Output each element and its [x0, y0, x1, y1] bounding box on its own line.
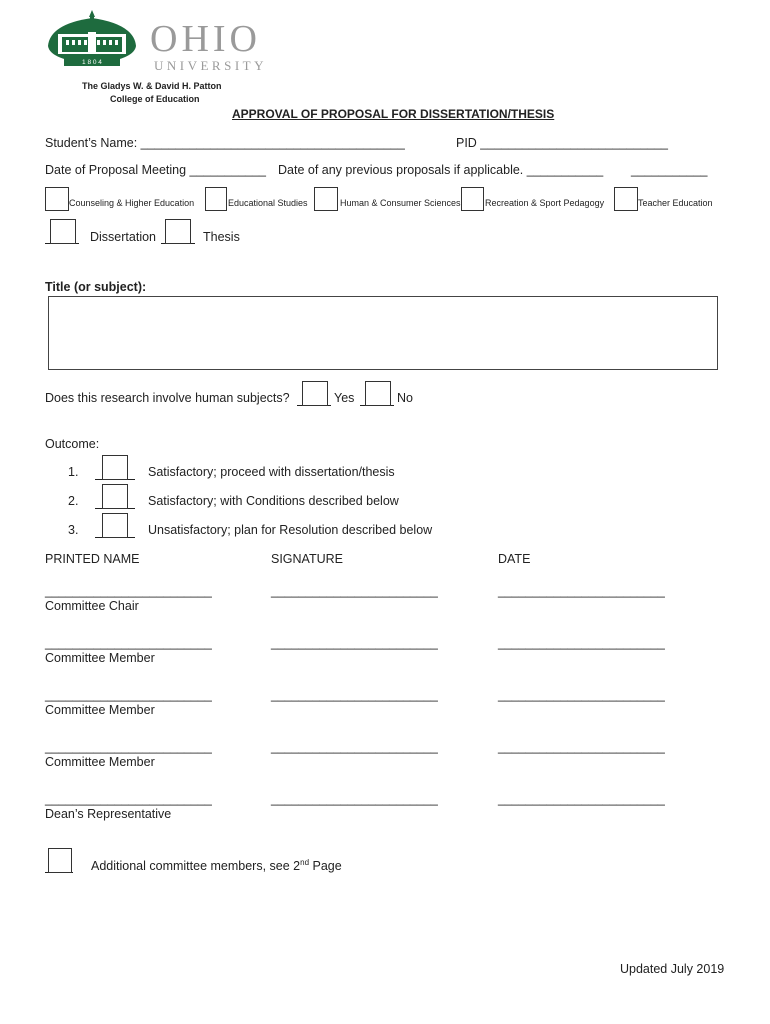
pid-field[interactable]: PID ___________________________	[456, 136, 669, 150]
ohio-university-seal-logo	[44, 8, 140, 72]
university-wordmark	[150, 20, 267, 74]
thesis-label: Thesis	[203, 230, 240, 244]
role-committee-member-1: Committee Member	[45, 651, 155, 665]
outcome-label: Outcome:	[45, 437, 100, 451]
printed-name-line-member-2[interactable]: ________________________	[45, 688, 212, 702]
dissertation-label: Dissertation	[90, 230, 156, 244]
header-date: DATE	[498, 552, 531, 566]
checkbox-program-teacher-education[interactable]	[614, 187, 638, 211]
checkbox-program-recreation[interactable]	[461, 187, 484, 211]
checkbox-program-human-consumer[interactable]	[314, 187, 338, 211]
checkbox-program-counseling[interactable]	[45, 187, 69, 211]
signature-line-dean[interactable]: ________________________	[271, 792, 438, 806]
outcome-text-1: Satisfactory; proceed with dissertation/thesis	[148, 465, 395, 479]
checkbox-outcome-2[interactable]	[102, 484, 128, 509]
checkbox-program-educational-studies[interactable]	[205, 187, 227, 211]
checkbox-dissertation[interactable]	[50, 219, 76, 244]
date-line-member-3[interactable]: ________________________	[498, 740, 665, 754]
date-line-chair[interactable]: ________________________	[498, 584, 665, 598]
college-line-2: College of Education	[110, 94, 200, 104]
previous-proposals-extra-field[interactable]: ___________	[631, 163, 708, 177]
signature-line-member-2[interactable]: ________________________	[271, 688, 438, 702]
role-committee-member-2: Committee Member	[45, 703, 155, 717]
date-line-member-1[interactable]: ________________________	[498, 636, 665, 650]
role-committee-member-3: Committee Member	[45, 755, 155, 769]
signature-line-member-1[interactable]: ________________________	[271, 636, 438, 650]
checkbox-outcome-3[interactable]	[102, 513, 128, 538]
printed-name-line-dean[interactable]: ________________________	[45, 792, 212, 806]
additional-members-text	[91, 858, 342, 873]
updated-date: Updated July 2019	[620, 962, 725, 976]
checkbox-thesis[interactable]	[165, 219, 191, 244]
role-deans-representative: Dean’s Representative	[45, 807, 172, 821]
checkbox-human-subjects-no[interactable]	[365, 381, 391, 406]
student-name-field[interactable]: Student’s Name: ______________________________________	[45, 136, 405, 150]
human-subjects-question: Does this research involve human subjects?	[45, 391, 290, 405]
human-subjects-yes-label: Yes	[334, 391, 355, 405]
additional-text-main: Additional committee members, see 2	[91, 859, 301, 874]
printed-name-line-member-1[interactable]: ________________________	[45, 636, 212, 650]
previous-proposals-field[interactable]: Date of any previous proposals if applicable. ___________	[278, 163, 604, 177]
additional-superscript: nd	[300, 858, 310, 867]
outcome-text-3: Unsatisfactory; plan for Resolution described below	[148, 523, 433, 537]
printed-name-line-member-3[interactable]: ________________________	[45, 740, 212, 754]
wordmark-university: UNIVERSITY	[154, 58, 267, 73]
signature-line-member-3[interactable]: ________________________	[271, 740, 438, 754]
wordmark-ohio: OHIO	[150, 18, 261, 60]
checkbox-additional-members[interactable]	[48, 848, 72, 873]
checkbox-human-subjects-yes[interactable]	[302, 381, 328, 406]
program-label-educational-studies: Educational Studies	[228, 198, 308, 208]
outcome-number-3: 3.	[68, 523, 79, 537]
signature-line-chair[interactable]: ________________________	[271, 584, 438, 598]
date-line-dean[interactable]: ________________________	[498, 792, 665, 806]
form-title: APPROVAL OF PROPOSAL FOR DISSERTATION/THESIS	[232, 107, 555, 121]
logo-year: 1 8 0 4	[82, 59, 102, 66]
program-label-teacher-education: Teacher Education	[638, 198, 713, 208]
additional-text-after: Page	[309, 859, 342, 874]
meeting-date-field[interactable]: Date of Proposal Meeting ___________	[45, 163, 266, 177]
date-line-member-2[interactable]: ________________________	[498, 688, 665, 702]
header-printed-name: PRINTED NAME	[45, 552, 140, 566]
college-name	[82, 80, 222, 106]
outcome-number-2: 2.	[68, 494, 79, 508]
title-label: Title (or subject):	[45, 280, 147, 294]
program-label-recreation: Recreation & Sport Pedagogy	[485, 198, 605, 208]
checkbox-outcome-1[interactable]	[102, 455, 128, 480]
outcome-text-2: Satisfactory; with Conditions described below	[148, 494, 399, 508]
human-subjects-no-label: No	[397, 391, 413, 405]
program-label-human-consumer: Human & Consumer Sciences	[340, 198, 461, 208]
role-committee-chair: Committee Chair	[45, 599, 139, 613]
printed-name-line-chair[interactable]: ________________________	[45, 584, 212, 598]
header-signature: SIGNATURE	[271, 552, 343, 566]
college-line-1: The Gladys W. & David H. Patton	[82, 81, 222, 91]
program-label-counseling: Counseling & Higher Education	[69, 198, 195, 208]
outcome-number-1: 1.	[68, 465, 79, 479]
title-input-box[interactable]	[48, 296, 718, 370]
